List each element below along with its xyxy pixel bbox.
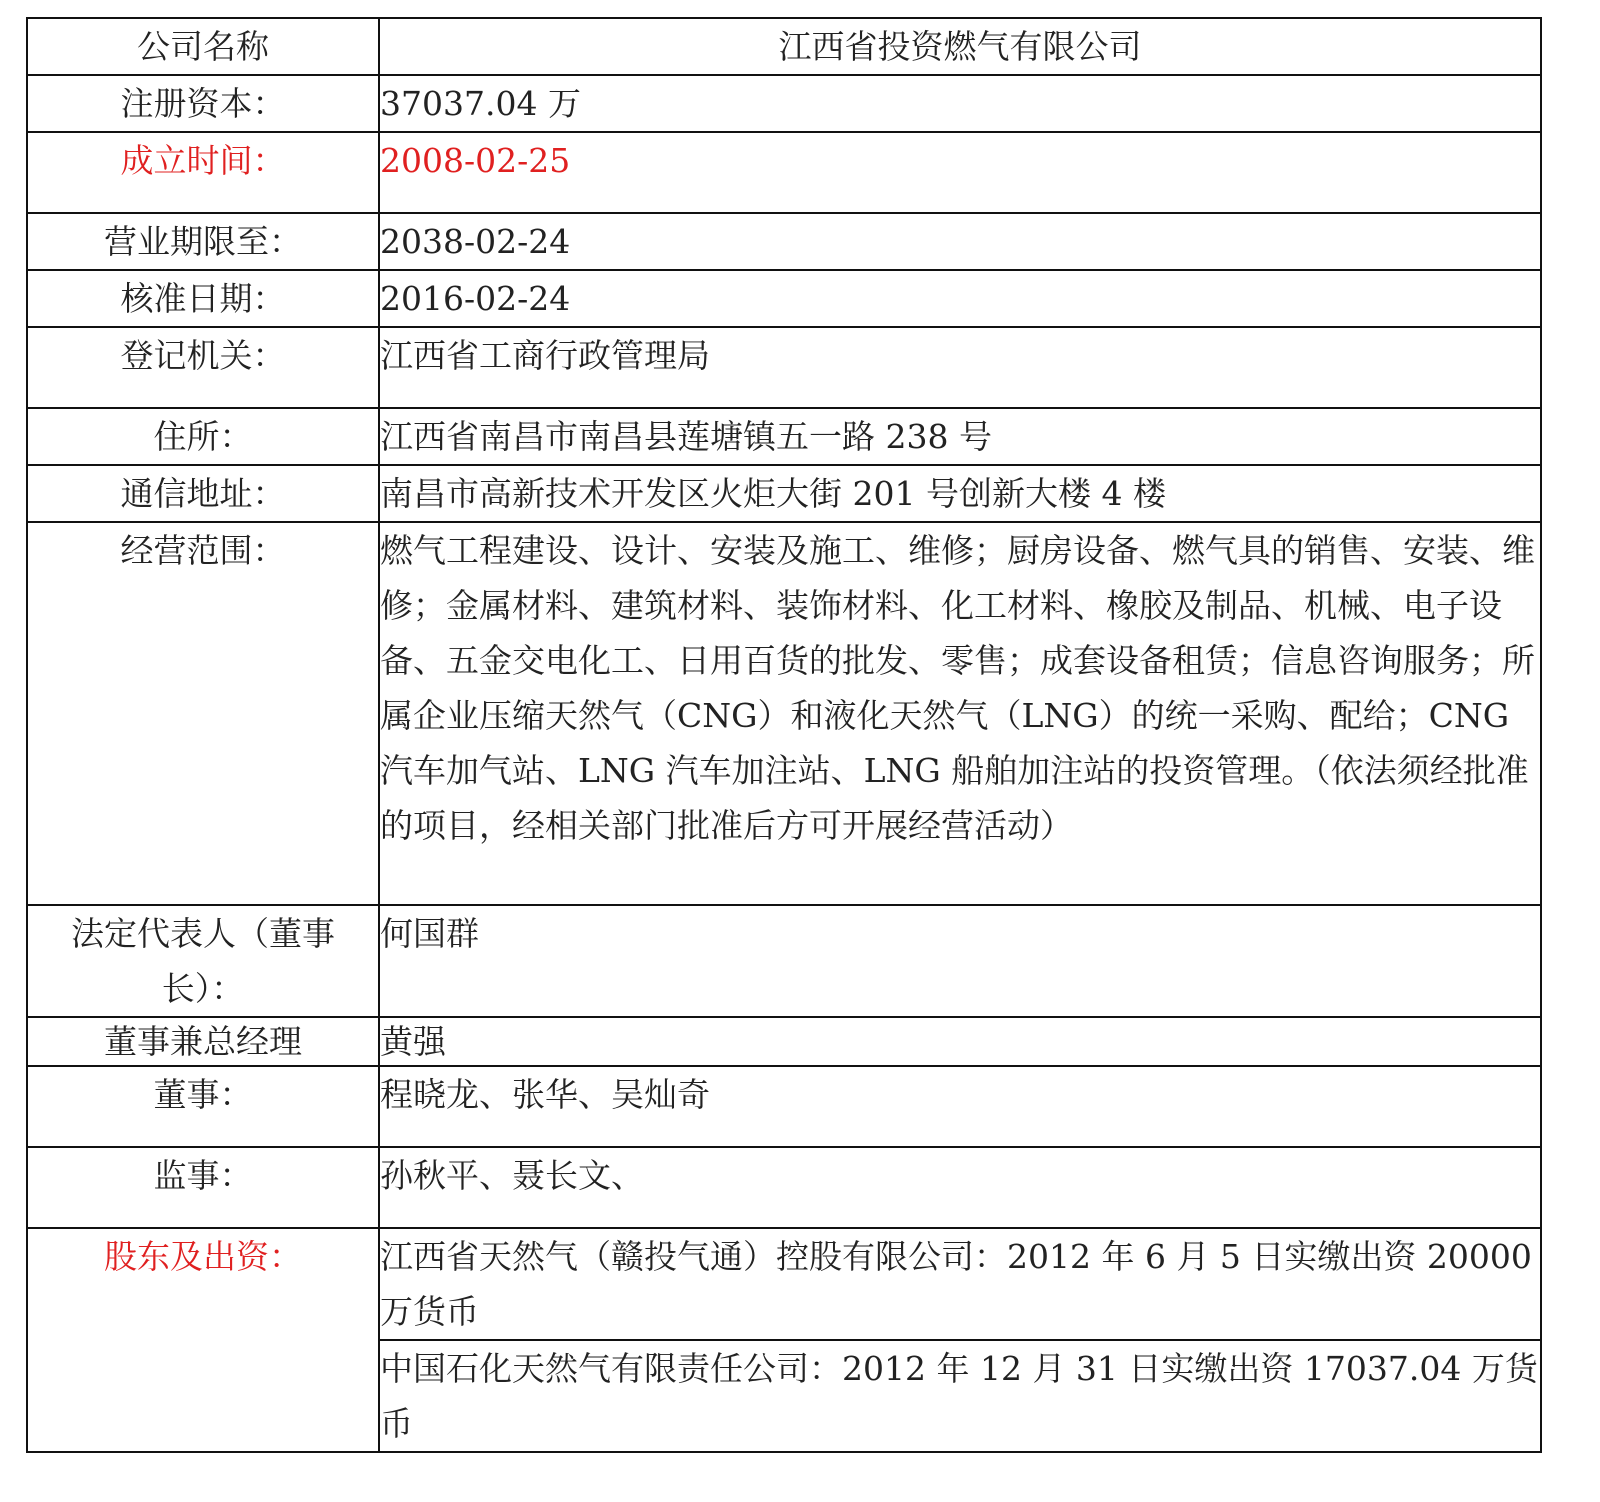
registered-capital-label: 注册资本： xyxy=(27,75,379,132)
registration-authority-label: 登记机关： xyxy=(27,327,379,408)
row-mailing-address xyxy=(27,465,1541,522)
business-scope-label: 经营范围： xyxy=(27,522,379,905)
row-business-term xyxy=(27,213,1541,270)
shareholders-label: 股东及出资： xyxy=(27,1228,379,1452)
approval-date-label: 核准日期： xyxy=(27,270,379,327)
supervisors-label: 监事： xyxy=(27,1147,379,1228)
director-gm-label: 董事兼总经理 xyxy=(27,1017,379,1066)
legal-representative-value: 何国群 xyxy=(379,905,1541,1017)
row-registration-authority xyxy=(27,327,1541,408)
row-legal-representative xyxy=(27,905,1541,1017)
row-established xyxy=(27,132,1541,213)
row-supervisors xyxy=(27,1147,1541,1228)
row-approval-date xyxy=(27,270,1541,327)
business-scope-value: 燃气工程建设、设计、安装及施工、维修；厨房设备、燃气具的销售、安装、维修；金属材料、建筑材料、装饰材料、化工材料、橡胶及制品、机械、电子设备、五金交电化工、日用百货的批发、零售；成套设备租赁；信息咨询服务；所属企业压缩天然气（CNG）和液化天然气（LNG）的统一采购、配给；CNG 汽车加气站、LNG 汽车加注站、LNG 船舶加注站的投资管理。（依法须经批准的项目，经相关部门批准后方可开展经营活动） xyxy=(379,522,1541,905)
row-directors xyxy=(27,1066,1541,1147)
row-director-gm xyxy=(27,1017,1541,1066)
domicile-label: 住所： xyxy=(27,408,379,465)
established-value: 2008-02-25 xyxy=(379,132,1541,213)
domicile-value: 江西省南昌市南昌县莲塘镇五一路 238 号 xyxy=(379,408,1541,465)
directors-value: 程晓龙、张华、吴灿奇 xyxy=(379,1066,1541,1147)
legal-representative-label: 法定代表人（董事长）： xyxy=(27,905,379,1017)
registered-capital-value: 37037.04 万 xyxy=(379,75,1541,132)
mailing-address-value: 南昌市高新技术开发区火炬大街 201 号创新大楼 4 楼 xyxy=(379,465,1541,522)
business-term-label: 营业期限至： xyxy=(27,213,379,270)
row-shareholder-1 xyxy=(27,1228,1541,1340)
row-company-name xyxy=(27,18,1541,75)
business-term-value: 2038-02-24 xyxy=(379,213,1541,270)
shareholder-entry: 江西省天然气（赣投气通）控股有限公司：2012 年 6 月 5 日实缴出资 20000 万货币 xyxy=(379,1228,1541,1340)
shareholder-entry: 中国石化天然气有限责任公司：2012 年 12 月 31 日实缴出资 17037.04 万货币 xyxy=(379,1340,1541,1452)
directors-label: 董事： xyxy=(27,1066,379,1147)
approval-date-value: 2016-02-24 xyxy=(379,270,1541,327)
established-label: 成立时间： xyxy=(27,132,379,213)
company-name-value: 江西省投资燃气有限公司 xyxy=(379,18,1541,75)
company-name-label: 公司名称 xyxy=(27,18,379,75)
row-registered-capital xyxy=(27,75,1541,132)
supervisors-value: 孙秋平、聂长文、 xyxy=(379,1147,1541,1228)
registration-authority-value: 江西省工商行政管理局 xyxy=(379,327,1541,408)
director-gm-value: 黄强 xyxy=(379,1017,1541,1066)
row-domicile xyxy=(27,408,1541,465)
company-info-table xyxy=(26,17,1542,1453)
row-business-scope xyxy=(27,522,1541,905)
mailing-address-label: 通信地址： xyxy=(27,465,379,522)
